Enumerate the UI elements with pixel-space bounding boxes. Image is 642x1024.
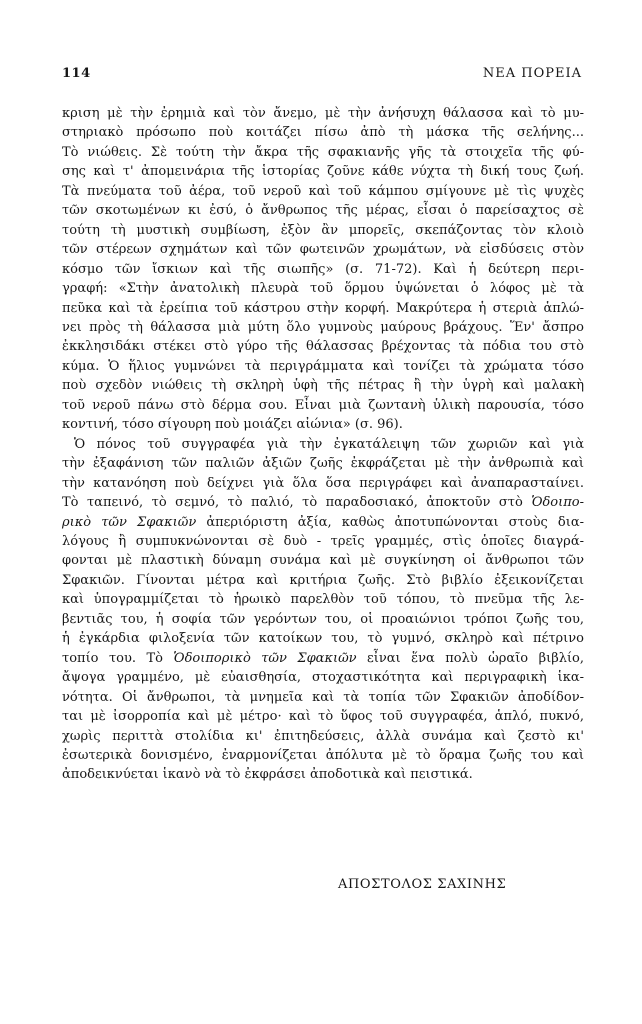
text-line: κριση μὲ τὴν ἐρημιὰ καὶ τὸν ἄνεμο, μὲ τὴν ἀνήσυχη θάλασσα καὶ τὸ μυ-: [62, 106, 584, 121]
text-segment: τοπίο του. Τὸ: [62, 650, 174, 666]
page-header: [62, 66, 582, 81]
text-line: ἀποδεικνύεται ἱκανὸ νὰ τὸ ἐκφράσει ἀποδοτικὰ καὶ πειστικά.: [62, 767, 473, 783]
text-line: πεῦκα καὶ τὰ ἐρείπια τοῦ κάστρου στὴν κορφή. Μακρύτερα ἡ στεριὰ ἁπλώ-: [62, 300, 584, 316]
text-line: τῶν σκοτωμένων κι ἐσύ, ὁ ἄνθρωπος τῆς μέρας, εἶσαι ὁ παρείσαχτος σὲ: [62, 203, 584, 219]
text-line: σης καὶ τ' ἀπομεινάρια τῆς ἱστορίας ζοῦνε κάθε νύχτα τὴ δική τους ζωή.: [62, 164, 584, 180]
text-line: τὴν ἐξαφάνιση τῶν παλιῶν ἀξιῶν ζωῆς ἐκφράζεται μὲ τὴν ἀνθρωπιὰ καὶ: [62, 456, 584, 472]
author-signature: ΑΠΟΣΤΟΛΟΣ ΣΑΧΙΝΗΣ: [338, 877, 507, 892]
text-line: τοῦ νεροῦ πάνω στὸ δέρμα σου. Εἶναι μιὰ ζωντανὴ ὑλικὴ παρουσία, τόσο: [62, 397, 584, 413]
text-line: Σφακιῶν. Γίνονται μέτρα καὶ κριτήρια ζωῆς. Στὸ βιβλίο ἐξεικονίζεται: [62, 572, 584, 588]
book-title-italic: Ὁδοιπο-: [531, 495, 584, 511]
text-line: νότητα. Οἱ ἄνθρωποι, τὰ μνημεῖα καὶ τὰ τοπία τῶν Σφακιῶν ἀποδίδον-: [62, 689, 584, 705]
text-line: τούτη τὴ μυστικὴ συμβίωση, ἐξὸν ἂν μπορεῖς, σκεπάζοντας τὸν κλοιὸ: [62, 222, 584, 238]
text-line: τῶν στέρεων σχημάτων καὶ τῶν φωτεινῶν χρωμάτων, νὰ εἰσδύσεις στὸν: [62, 242, 584, 258]
text-segment: Τὸ ταπεινό, τὸ σεμνό, τὸ παλιό, τὸ παραδοσιακό, ἀποκτοῦν στὸ: [62, 495, 532, 511]
text-line: νει πρὸς τὴ θάλασσα μιὰ μύτη ὅλο γυμνοὺς μαύρους βράχους. Ἕν' ἄσπρο: [62, 319, 584, 335]
text-line: κοντινή, τόσο σίγουρη ποὺ μοιάζει αἰώνια» (σ. 96).: [62, 417, 403, 433]
text-line: τὴν κατανόηση ποὺ δείχνει γιὰ ὅλα ὅσα περιγράφει καὶ ἀναπαρασταίνει.: [62, 475, 584, 491]
text-line: [62, 513, 584, 532]
journal-title: ΝΕΑ ΠΟΡΕΙΑ: [482, 66, 582, 81]
page-number: 114: [62, 66, 91, 81]
text-line: καὶ ὑπογραμμίζεται τὸ ἡρωικὸ παρελθὸν τοῦ τόπου, τὸ πνεῦμα τῆς λε-: [62, 592, 584, 608]
article-body: [62, 104, 584, 785]
book-title-italic: Ὁδοιπορικὸ τῶν Σφακιῶν: [173, 650, 357, 666]
text-line: κύμα. Ὁ ἥλιος γυμνώνει τὰ περιγράμματα καὶ τονίζει τὰ χρώματα τόσο: [62, 358, 584, 374]
text-line: [62, 649, 584, 668]
text-line: ἄψογα γραμμένο, μὲ εὐαισθησία, στοχαστικότητα καὶ περιγραφικὴ ἱκα-: [62, 670, 584, 686]
text-line: ἡ ἐγκάρδια φιλοξενία τῶν κατοίκων του, τὸ γυμνό, σκληρὸ καὶ πέτρινο: [62, 631, 584, 647]
text-segment: ἀπεριόριστη ἀξία, καθὼς ἀποτυπώνονται στοὺς δια-: [196, 514, 584, 530]
text-line: λόγους ἢ συμπυκνώνονται σὲ δυὸ - τρεῖς γραμμές, στὶς ὁποῖες διαγρά-: [62, 533, 584, 549]
text-line: Ὁ πόνος τοῦ συγγραφέα γιὰ τὴν ἐγκατάλειψη τῶν χωριῶν καὶ γιὰ: [74, 436, 584, 452]
text-line: στηριακὸ πρόσωπο ποὺ κοιτάζει πίσω ἀπὸ τὴ μάσκα τῆς σελήνης...: [62, 125, 584, 141]
text-line: βεντιᾶς του, ἡ σοφία τῶν γερόντων του, οἱ προαιώνιοι τρόποι ζωῆς του,: [62, 611, 584, 627]
book-title-italic: ρικὸ τῶν Σφακιῶν: [62, 514, 197, 530]
text-line: ται μὲ ἰσορροπία καὶ μὲ μέτρο· καὶ τὸ ὕφος τοῦ συγγραφέα, ἁπλό, πυκνό,: [62, 709, 584, 725]
text-line: ἐσωτερικὰ δονισμένο, ἐναρμονίζεται ἀπόλυτα μὲ τὸ ὅραμα ζωῆς του καὶ: [62, 747, 584, 763]
text-line: ἐκκλησιδάκι στέκει στὸ γύρο τῆς θάλασσας βρέχοντας τὰ πόδια του στὸ: [62, 339, 584, 355]
text-line: Τὸ νιώθεις. Σὲ τούτη τὴν ἄκρα τῆς σφακιανῆς γῆς τὰ στοιχεῖα τῆς φύ-: [62, 144, 584, 160]
text-line: χωρὶς περιττὰ στολίδια κι' ἐπιτηδεύσεις, ἀλλὰ συνάμα καὶ ζεστὸ κι': [62, 728, 584, 744]
text-line: [62, 493, 584, 512]
text-segment: εἶναι ἕνα πολὺ ὡραῖο βιβλίο,: [356, 650, 585, 666]
text-line: γραφή: «Στὴν ἀνατολικὴ πλευρὰ τοῦ ὅρμου ὑψώνεται ὁ λόφος μὲ τὰ: [62, 281, 584, 297]
text-line: Τὰ πνεύματα τοῦ ἀέρα, τοῦ νεροῦ καὶ τοῦ κάμπου σμίγουνε μὲ τὶς ψυχὲς: [62, 183, 584, 199]
text-line: ποὺ σχεδὸν νιώθεις τὴ σκληρὴ ὑφὴ τῆς πέτρας ἢ τὴν ὑγρὴ καὶ μαλακὴ: [62, 378, 584, 394]
text-line: φονται μὲ πλαστικὴ δύναμη συνάμα καὶ μὲ συγκίνηση οἱ ἄνθρωποι τῶν: [62, 553, 584, 569]
text-line: κόσμο τῶν ἴσκιων καὶ τῆς σιωπῆς» (σ. 71-72). Καὶ ἡ δεύτερη περι-: [62, 261, 584, 277]
